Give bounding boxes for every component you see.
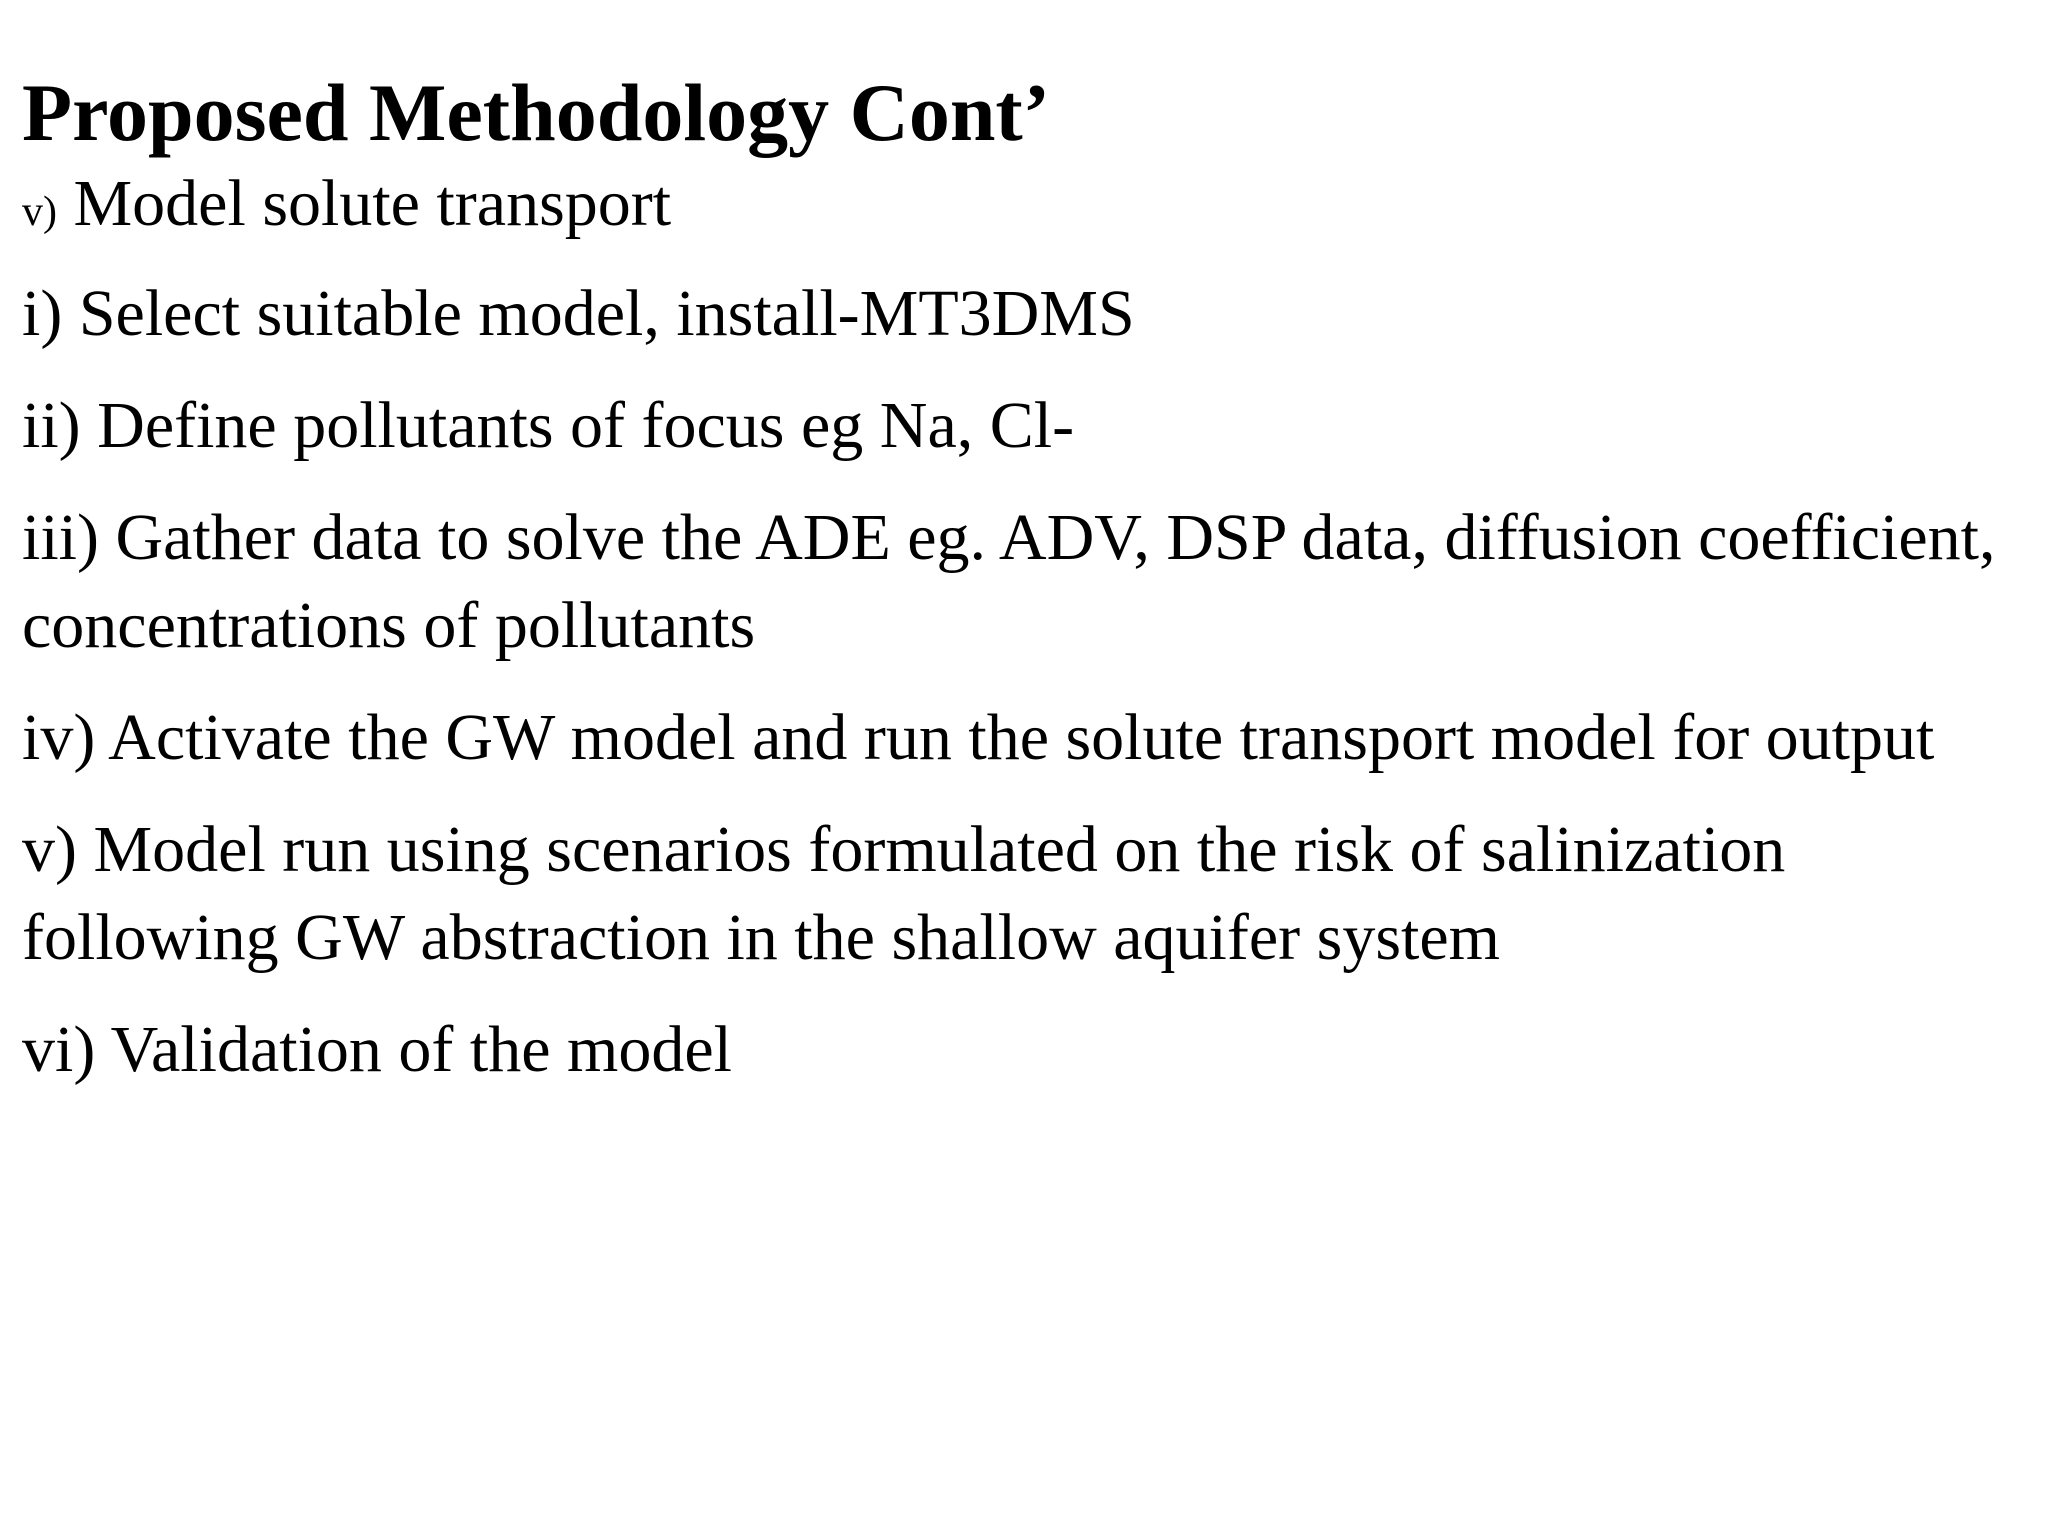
section-number: v) (22, 189, 57, 235)
step-item-3: iii) Gather data to solve the ADE eg. ADV, DSP data, diffusion coefficient, concentrations of pollutants (22, 501, 1996, 662)
step-item-2: ii) Define pollutants of focus eg Na, Cl- (22, 389, 1075, 462)
step-item-5: v) Model run using scenarios formulated on the risk of salinization following GW abstraction in the shallow aquifer system (22, 813, 1786, 974)
step-item-6: vi) Validation of the model (22, 1013, 732, 1086)
slide-title: Proposed Methodology Cont’ (22, 67, 1051, 158)
section-heading (22, 166, 671, 242)
section-heading-text: Model solute transport (57, 167, 672, 240)
step-item-1: i) Select suitable model, install-MT3DMS (22, 277, 1135, 350)
step-item-4: iv) Activate the GW model and run the solute transport model for output (22, 701, 1935, 774)
